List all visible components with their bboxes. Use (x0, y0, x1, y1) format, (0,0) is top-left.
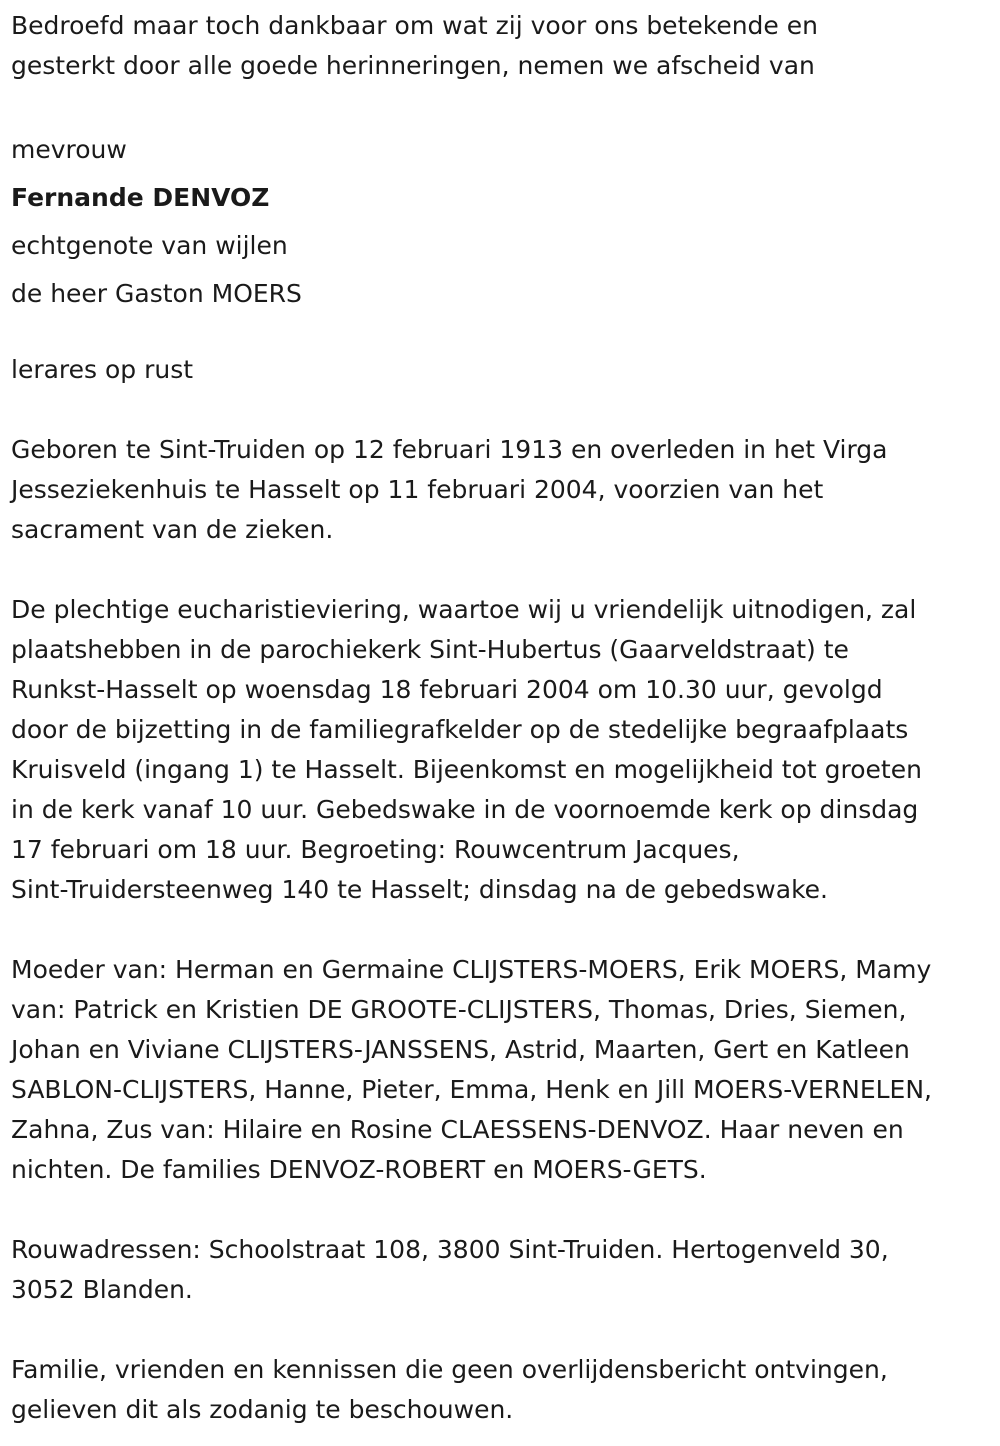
ceremony-paragraph (11, 590, 1000, 910)
family-line: SABLON-CLIJSTERS, Hanne, Pieter, Emma, Henk en Jill MOERS-VERNELEN, (11, 1075, 932, 1104)
spouse-line: echtgenote van wijlen (11, 231, 288, 260)
ceremony-line: plaatshebben in de parochiekerk Sint-Hubertus (Gaarveldstraat) te (11, 635, 849, 664)
birth-death-line: sacrament van de zieken. (11, 515, 334, 544)
family-line: Zahna, Zus van: Hilaire en Rosine CLAESSENS-DENVOZ. Haar neven en (11, 1115, 904, 1144)
salutation: mevrouw (11, 135, 127, 164)
name-block (11, 126, 1000, 318)
address-line: 3052 Blanden. (11, 1275, 193, 1304)
addresses-paragraph (11, 1230, 1000, 1310)
address-line: Rouwadressen: Schoolstraat 108, 3800 Sint-Truiden. Hertogenveld 30, (11, 1235, 889, 1264)
birth-death-line: Jesseziekenhuis te Hasselt op 11 februari 2004, voorzien van het (11, 475, 824, 504)
ceremony-line: Sint-Truidersteenweg 140 te Hasselt; dinsdag na de gebedswake. (11, 875, 828, 904)
birth-death-line: Geboren te Sint-Truiden op 12 februari 1913 en overleden in het Virga (11, 435, 888, 464)
family-paragraph (11, 950, 1000, 1190)
ceremony-line: Runkst-Hasselt op woensdag 18 februari 2004 om 10.30 uur, gevolgd (11, 675, 883, 704)
family-line: Johan en Viviane CLIJSTERS-JANSSENS, Astrid, Maarten, Gert en Katleen (11, 1035, 910, 1064)
intro-line: Bedroefd maar toch dankbaar om wat zij voor ons betekende en (11, 11, 818, 40)
deceased-name: Fernande DENVOZ (11, 183, 270, 212)
ceremony-line: Kruisveld (ingang 1) te Hasselt. Bijeenkomst en mogelijkheid tot groeten (11, 755, 922, 784)
birth-death-paragraph (11, 430, 1000, 550)
occupation: lerares op rust (11, 355, 194, 384)
ceremony-line: De plechtige eucharistieviering, waartoe wij u vriendelijk uitnodigen, zal (11, 595, 917, 624)
intro-paragraph (11, 6, 1000, 86)
ceremony-line: in de kerk vanaf 10 uur. Gebedswake in de voornoemde kerk op dinsdag (11, 795, 919, 824)
family-line: Moeder van: Herman en Germaine CLIJSTERS-MOERS, Erik MOERS, Mamy (11, 955, 932, 984)
closing-line: Familie, vrienden en kennissen die geen overlijdensbericht ontvingen, (11, 1355, 888, 1384)
closing-paragraph (11, 1350, 1000, 1430)
ceremony-line: 17 februari om 18 uur. Begroeting: Rouwcentrum Jacques, (11, 835, 740, 864)
ceremony-line: door de bijzetting in de familiegrafkelder op de stedelijke begraafplaats (11, 715, 909, 744)
closing-line: gelieven dit als zodanig te beschouwen. (11, 1395, 514, 1424)
family-line: van: Patrick en Kristien DE GROOTE-CLIJSTERS, Thomas, Dries, Siemen, (11, 995, 907, 1024)
family-line: nichten. De families DENVOZ-ROBERT en MOERS-GETS. (11, 1155, 707, 1184)
intro-line: gesterkt door alle goede herinneringen, nemen we afscheid van (11, 51, 815, 80)
spouse-line: de heer Gaston MOERS (11, 279, 302, 308)
